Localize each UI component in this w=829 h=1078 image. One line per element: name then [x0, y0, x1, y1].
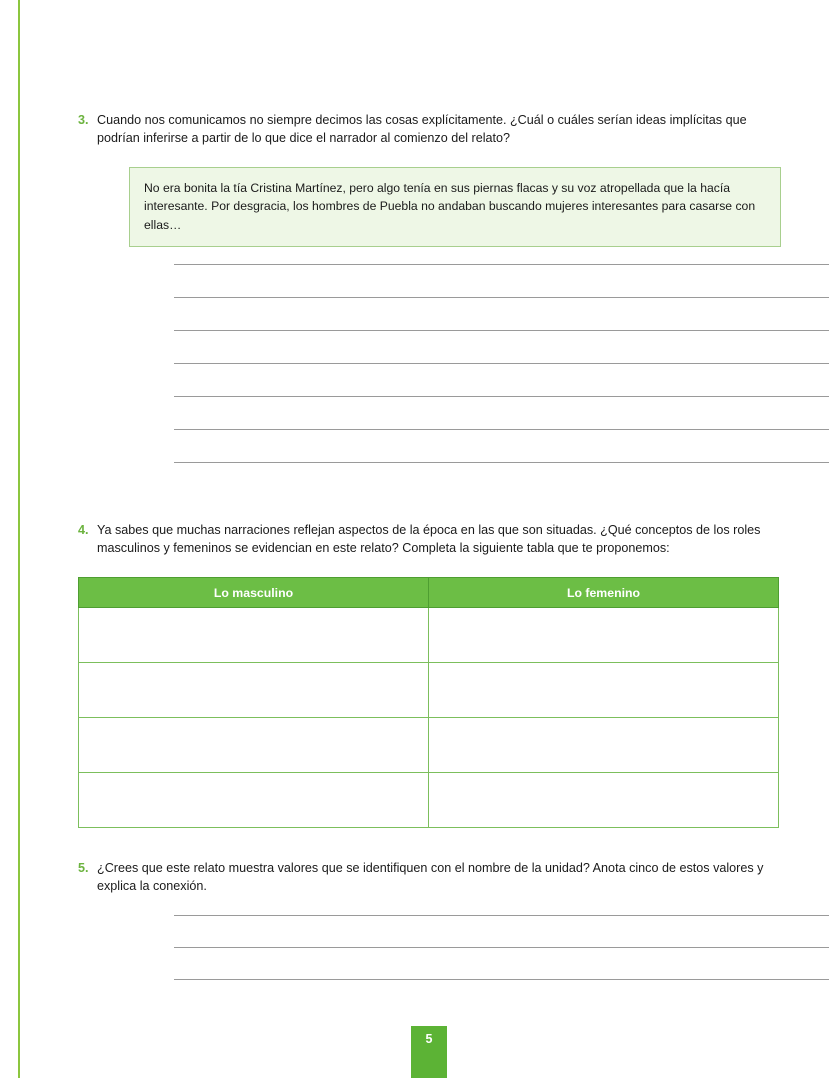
table-cell[interactable]	[79, 718, 429, 773]
answer-line[interactable]	[174, 396, 829, 397]
answer-line[interactable]	[174, 363, 829, 364]
table-header-masculino: Lo masculino	[79, 578, 429, 608]
question-5-number: 5.	[78, 861, 89, 875]
question-4	[78, 521, 778, 558]
answer-line[interactable]	[174, 462, 829, 463]
table-header-femenino: Lo femenino	[429, 578, 779, 608]
table-cell[interactable]	[429, 773, 779, 828]
table-cell[interactable]	[79, 608, 429, 663]
table-row	[79, 608, 779, 663]
table-row	[79, 663, 779, 718]
question-5	[78, 859, 778, 896]
left-margin-rule	[18, 0, 20, 1078]
question-3	[78, 111, 778, 148]
roles-table-wrapper	[78, 577, 778, 828]
question-3-number: 3.	[78, 113, 89, 127]
table-cell[interactable]	[79, 773, 429, 828]
answer-lines-question-3[interactable]	[174, 264, 829, 495]
table-cell[interactable]	[429, 608, 779, 663]
answer-line[interactable]	[174, 330, 829, 331]
roles-table	[78, 577, 779, 828]
question-4-number: 4.	[78, 523, 89, 537]
answer-line[interactable]	[174, 297, 829, 298]
question-4-text: Ya sabes que muchas narraciones reflejan aspectos de la época en las que son situadas. ¿Qué conceptos de los roles masculinos y femeninos se evidencian en este relato? Completa la siguiente tabla que te proponemos:	[97, 523, 761, 556]
answer-line[interactable]	[174, 947, 829, 948]
table-header-row	[79, 578, 779, 608]
table-cell[interactable]	[79, 663, 429, 718]
question-3-text: Cuando nos comunicamos no siempre decimos las cosas explícitamente. ¿Cuál o cuáles serían ideas implícitas que podrían inferirse a partir de lo que dice el narrador al comienzo del relato?	[97, 113, 747, 146]
answer-lines-question-5[interactable]	[174, 915, 829, 1011]
table-row	[79, 773, 779, 828]
page-number-badge: 5	[411, 1026, 447, 1078]
table-cell[interactable]	[429, 663, 779, 718]
question-5-text: ¿Crees que este relato muestra valores que se identifiquen con el nombre de la unidad? Anota cinco de estos valores y explica la conexión.	[97, 861, 764, 894]
table-cell[interactable]	[429, 718, 779, 773]
quote-box: No era bonita la tía Cristina Martínez, pero algo tenía en sus piernas flacas y su voz atropellada que la hacía interesante. Por desgracia, los hombres de Puebla no andaban buscando mujeres interesantes para casarse con ellas…	[129, 167, 781, 247]
table-row	[79, 718, 779, 773]
answer-line[interactable]	[174, 429, 829, 430]
answer-line[interactable]	[174, 915, 829, 916]
answer-line[interactable]	[174, 264, 829, 265]
answer-line[interactable]	[174, 979, 829, 980]
